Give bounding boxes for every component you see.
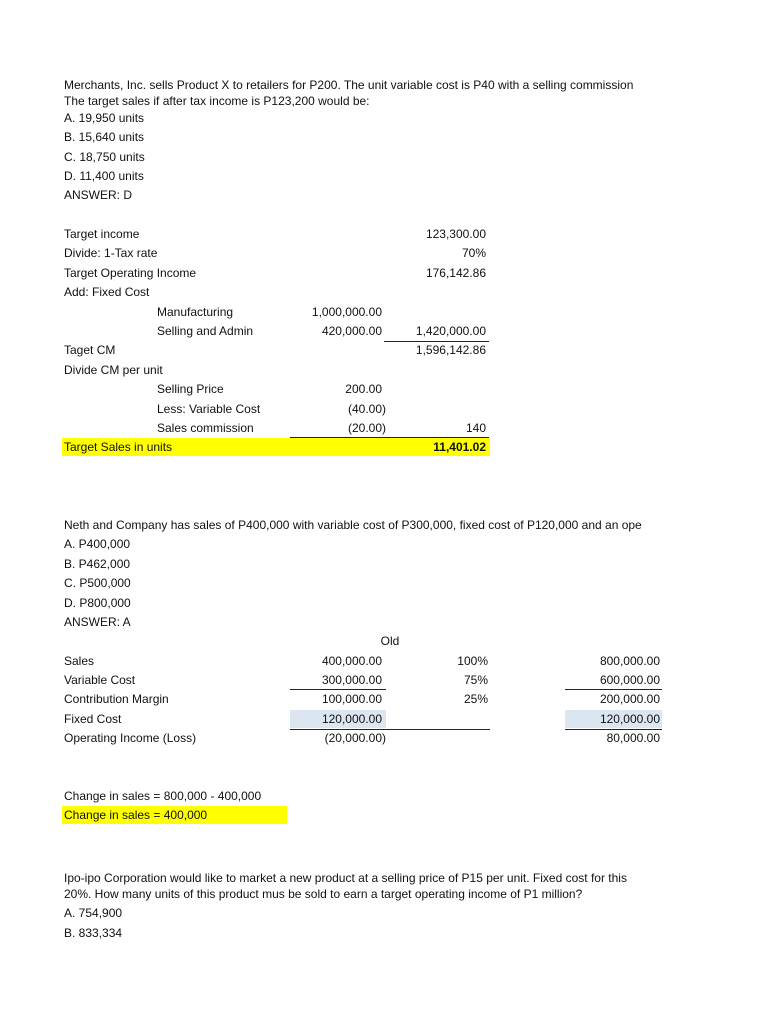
q1-target-income-label: Target income <box>64 227 140 241</box>
q2-change-line1: Change in sales = 800,000 - 400,000 <box>64 789 262 803</box>
q1-divide-label: Divide: 1-Tax rate <box>64 246 158 260</box>
q3-option-a: A. 754,900 <box>64 906 123 920</box>
q2-old-vc-underline <box>290 689 386 690</box>
q2-row-label: Operating Income (Loss) <box>64 731 197 745</box>
q2-row-pct: 25% <box>463 692 488 706</box>
q2-option-d: D. P800,000 <box>64 596 131 610</box>
q2-text-line1: Neth and Company has sales of P400,000 with variable cost of P300,000, fixed cost of P120,000 and an ope <box>64 518 642 532</box>
q2-row-old: 100,000.00 <box>321 692 382 706</box>
q1-selling-price-label: Selling Price <box>157 382 224 396</box>
q1-answer: ANSWER: D <box>64 188 133 202</box>
q2-row-label: Contribution Margin <box>64 692 169 706</box>
q2-row-new: 600,000.00 <box>599 673 660 687</box>
q3-option-b: B. 833,334 <box>64 926 123 940</box>
q2-row-old: 400,000.00 <box>321 654 382 668</box>
q1-target-income-value: 123,300.00 <box>425 227 486 241</box>
q1-fixed-total-underline <box>384 341 489 342</box>
q2-row-old: 300,000.00 <box>321 673 382 687</box>
q1-target-op-label: Target Operating Income <box>64 266 197 280</box>
q1-target-cm-label: Taget CM <box>64 343 116 357</box>
q2-row-new: 800,000.00 <box>599 654 660 668</box>
q3-text-line1: Ipo-ipo Corporation would like to market a new product at a selling price of P15 per unit. Fixed cost for this <box>64 871 627 885</box>
q2-change-line2: Change in sales = 400,000 <box>64 808 208 822</box>
q2-row-new: 200,000.00 <box>599 692 660 706</box>
q2-row-pct: 100% <box>457 654 488 668</box>
q1-fixed-total-value: 1,420,000.00 <box>415 324 486 338</box>
q1-option-d: D. 11,400 units <box>64 169 144 183</box>
q2-row-label: Variable Cost <box>64 673 136 687</box>
q1-selling-price-value: 200.00 <box>345 382 382 396</box>
q2-row-pct: 75% <box>463 673 488 687</box>
q1-option-c: C. 18,750 units <box>64 150 145 164</box>
q1-manufacturing-value: 1,000,000.00 <box>311 305 382 319</box>
q1-option-b: B. 15,640 units <box>64 130 145 144</box>
q2-row-new: 120,000.00 <box>599 712 660 726</box>
q1-manufacturing-label: Manufacturing <box>157 305 234 319</box>
q1-divide-cm-label: Divide CM per unit <box>64 363 163 377</box>
q2-row-label: Fixed Cost <box>64 712 122 726</box>
q1-selling-admin-label: Selling and Admin <box>157 324 254 338</box>
q1-variable-cost-value: (40.00) <box>347 402 386 416</box>
q2-row-new: 80,000.00 <box>606 731 660 745</box>
q1-selling-admin-value: 420,000.00 <box>321 324 382 338</box>
q2-option-a: A. P400,000 <box>64 537 131 551</box>
q2-option-c: C. P500,000 <box>64 576 131 590</box>
q2-row-label: Sales <box>64 654 95 668</box>
q1-variable-cost-label: Less: Variable Cost <box>157 402 261 416</box>
q1-target-op-value: 176,142.86 <box>425 266 486 280</box>
q2-old-fixed-underline <box>290 729 490 730</box>
q1-text-line1: Merchants, Inc. sells Product X to retailers for P200. The unit variable cost is P40 with a selling commission <box>64 78 634 92</box>
q1-text-line2: The target sales if after tax income is P123,200 would be: <box>64 94 370 108</box>
q1-cm-per-unit-value: 140 <box>465 421 486 435</box>
q2-row-old: 120,000.00 <box>321 712 382 726</box>
q3-text-line2: 20%. How many units of this product mus be sold to earn a target operating income of P1 million? <box>64 887 583 901</box>
q2-old-header: Old <box>380 634 400 648</box>
q1-target-sales-value: 11,401.02 <box>433 440 486 454</box>
q2-row-old: (20,000.00) <box>324 731 386 745</box>
q2-new-vc-underline <box>565 689 662 690</box>
q1-add-fixed-label: Add: Fixed Cost <box>64 285 150 299</box>
q1-option-a: A. 19,950 units <box>64 111 145 125</box>
q1-divide-value: 70% <box>461 246 486 260</box>
q1-target-cm-value: 1,596,142.86 <box>415 343 486 357</box>
q2-option-b: B. P462,000 <box>64 557 131 571</box>
q2-answer: ANSWER: A <box>64 615 131 629</box>
q1-target-sales-label: Target Sales in units <box>64 440 173 454</box>
q1-sales-comm-label: Sales commission <box>157 421 254 435</box>
q1-sales-comm-value: (20.00) <box>347 421 386 435</box>
q2-new-fixed-underline <box>565 729 662 730</box>
